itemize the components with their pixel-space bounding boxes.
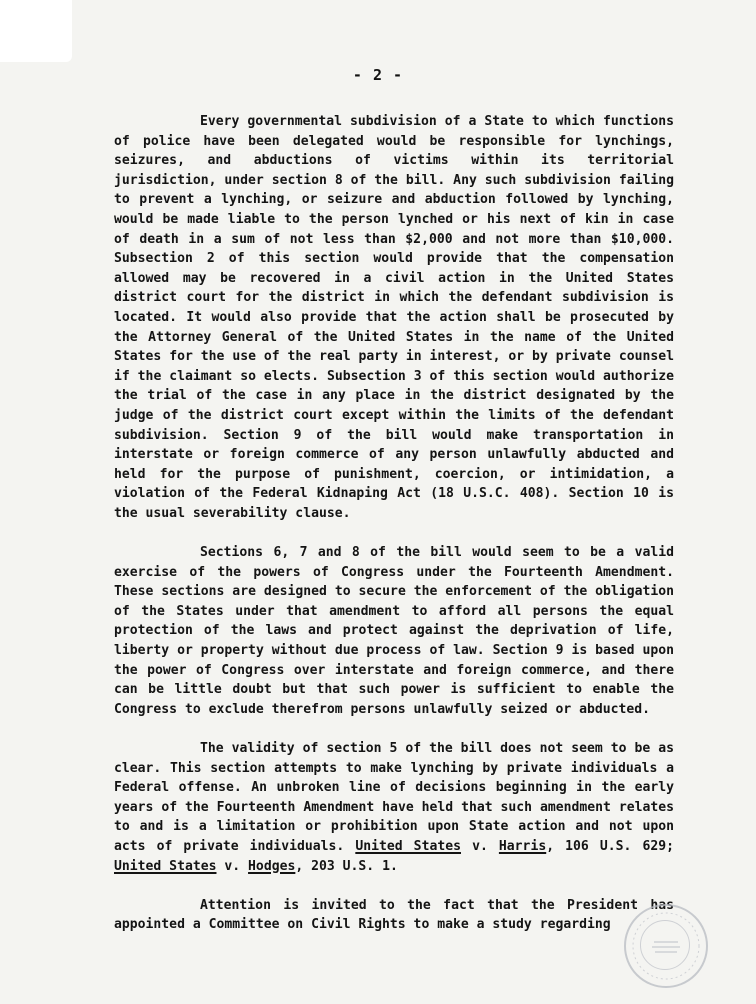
paragraph-fourteenth-amendment bbox=[114, 543, 674, 719]
paragraph-section-8-liability bbox=[114, 112, 674, 523]
paragraph-text: The validity of section 5 of the bill does not seem to be as clear. This section attempts to make lynching by private individuals a Federal offense. An unbroken line of decisions beginning in the early years of the Fourteenth Amendment have held that such amendment relates to and is a limitation or prohibition upon State action and not upon acts of private individuals. bbox=[114, 741, 674, 854]
case-citation-v: v. bbox=[472, 838, 488, 854]
paragraph-text: Attention is invited to the fact that the President has appointed a Committee on Civil Rights to make a study regarding bbox=[114, 897, 674, 933]
paragraph-section-5-validity bbox=[114, 739, 674, 876]
seal-inner-ring bbox=[640, 920, 690, 970]
case-citation-name: United States bbox=[355, 838, 461, 854]
case-citation-name: Harris bbox=[498, 838, 547, 854]
case-citation-v: v. bbox=[224, 858, 241, 874]
case-citation-name: Hodges bbox=[248, 858, 296, 874]
page-corner bbox=[0, 0, 72, 62]
page-number: - 2 - bbox=[352, 66, 404, 84]
case-citation-name: United States bbox=[114, 858, 217, 874]
document-body bbox=[114, 112, 674, 955]
paragraph-text: Sections 6, 7 and 8 of the bill would seem to be a valid exercise of the powers of Congress under the Fourteenth Amendment. These sections are designed to secure the enforcement of the obligation of the States under that amendment to afford all persons the equal protection of the laws and protect against the deprivation of life, liberty or property without due process of law. Section 9 is based upon the power of Congress over interstate and foreign commerce, and there can be little doubt but that such power is sufficient to enable the Congress to exclude therefrom persons unlawfully seized or abducted. bbox=[114, 545, 674, 717]
case-citation-reporter: , 203 U.S. 1. bbox=[295, 858, 398, 874]
paragraph-text: Every governmental subdivision of a State to which functions of police have been delegated would be responsible for lynchings, seizures, and abductions of victims within its territorial jurisdiction, under section 8 of the bill. Any such subdivision failing to prevent a lynching, or seizure and abduction followed by lynching, would be made liable to the person lynched or his next of kin in case of death in a sum of not less than $2,000 and not more than $10,000. Subsection 2 of this section would provide that the compensation allowed may be recovered in a civil action in the United States district court for the district in which the defendant subdivision is located. It would also provide that the action shall be prosecuted by the Attorney General of the United States in the name of the United States for the use of the real party in interest, or by private counsel if the claimant so elects. Subsection 3 of this section would authorize the trial of the case in any place in the district designated by the judge of the district court except within the limits of the defendant subdivision. Section 9 of the bill would make transportation in interstate or foreign commerce of any person unlawfully abducted and held for the purpose of punishment, coercion, or intimidation, a violation of the Federal Kidnaping Act (18 U.S.C. 408). Section 10 is the usual severability clause. bbox=[114, 114, 674, 521]
case-citation-reporter: , 106 U.S. 629; bbox=[546, 838, 674, 854]
paragraph-civil-rights-committee bbox=[114, 896, 674, 935]
archive-seal-icon bbox=[624, 904, 708, 988]
